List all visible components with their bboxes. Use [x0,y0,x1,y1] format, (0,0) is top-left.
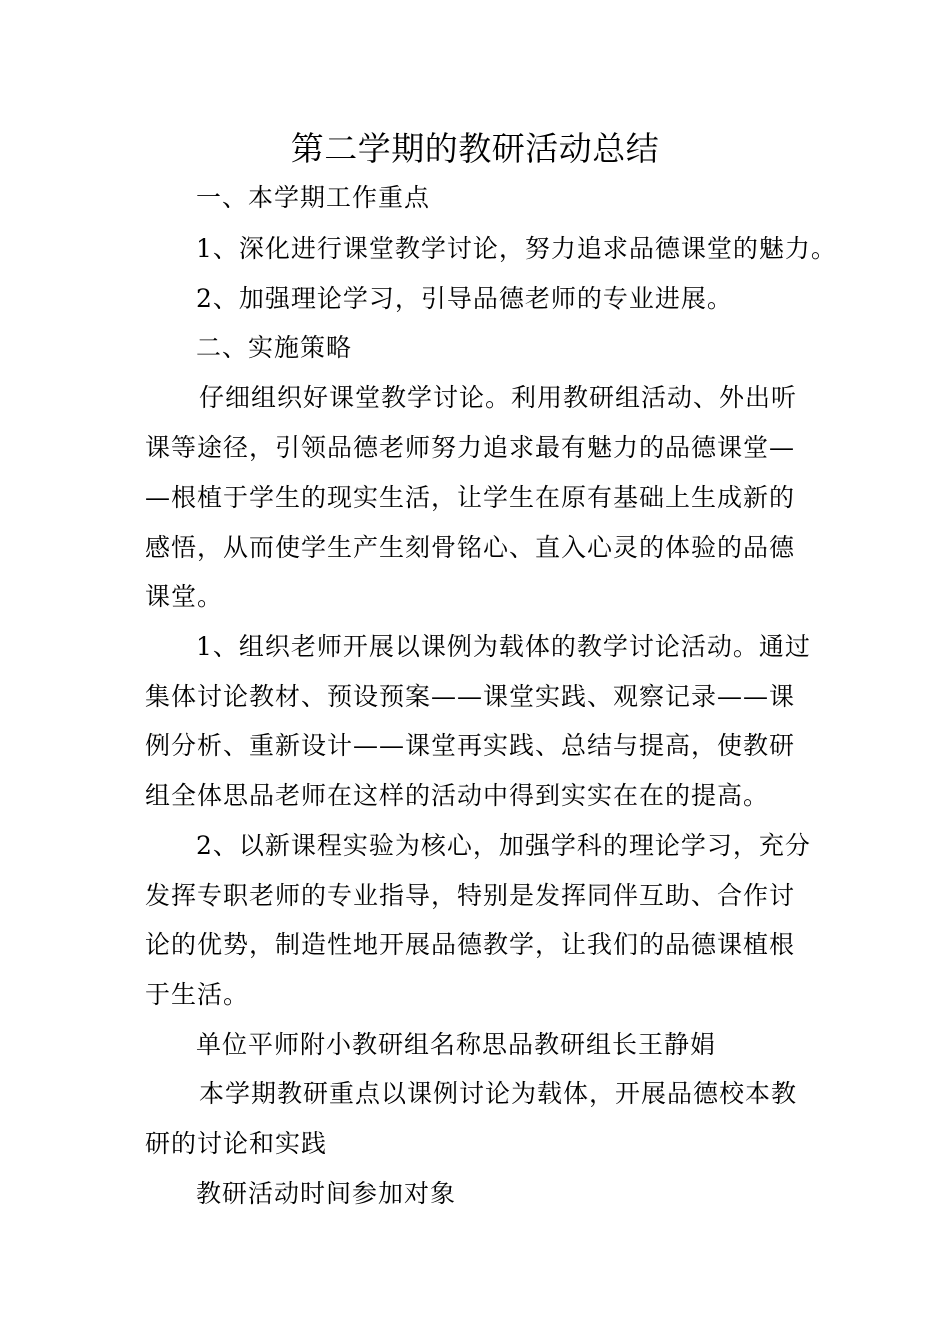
paragraph-line: 1、组织老师开展以课例为载体的教学讨论活动。通过 [196,632,811,661]
paragraph-line: 例分析、重新设计——课堂再实践、总结与提高，使教研 [145,731,796,760]
document-title: 第二学期的教研活动总结 [290,129,660,168]
paragraph-line: 教研活动时间参加对象 [196,1179,457,1208]
paragraph-line: 论的优势，制造性地开展品德教学，让我们的品德课植根 [145,930,796,959]
paragraph-line: 1、深化进行课堂教学讨论，努力追求品德课堂的魅力。 [196,234,837,263]
paragraph-line: 发挥专职老师的专业指导，特别是发挥同伴互助、合作讨 [145,881,796,910]
paragraph-line: 2、加强理论学习，引导品德老师的专业进展。 [196,284,733,313]
paragraph-line: 本学期教研重点以课例讨论为载体，开展品德校本教 [199,1079,798,1108]
paragraph-line: 集体讨论教材、预设预案——课堂实践、观察记录——课 [145,682,796,711]
paragraph-line: 课堂。 [145,582,224,611]
paragraph-line: 组全体思品老师在这样的活动中得到实实在在的提高。 [145,781,770,810]
paragraph-line: 单位平师附小教研组名称思品教研组长王静娟 [196,1030,717,1059]
paragraph-line: 2、以新课程实验为核心，加强学科的理论学习，充分 [196,831,811,860]
paragraph-line: —根植于学生的现实生活，让学生在原有基础上生成新的 [145,483,796,512]
paragraph-line: 仔细组织好课堂教学讨论。利用教研组活动、外出听 [199,383,798,412]
paragraph-line: 感悟，从而使学生产生刻骨铭心、直入心灵的体验的品德 [145,533,796,562]
section-heading-2: 二、实施策略 [196,333,353,362]
paragraph-line: 研的讨论和实践 [145,1129,328,1158]
section-heading-1: 一、本学期工作重点 [196,183,431,212]
paragraph-line: 课等途径，引领品德老师努力追求最有魅力的品德课堂— [145,433,796,462]
paragraph-line: 于生活。 [145,980,250,1009]
